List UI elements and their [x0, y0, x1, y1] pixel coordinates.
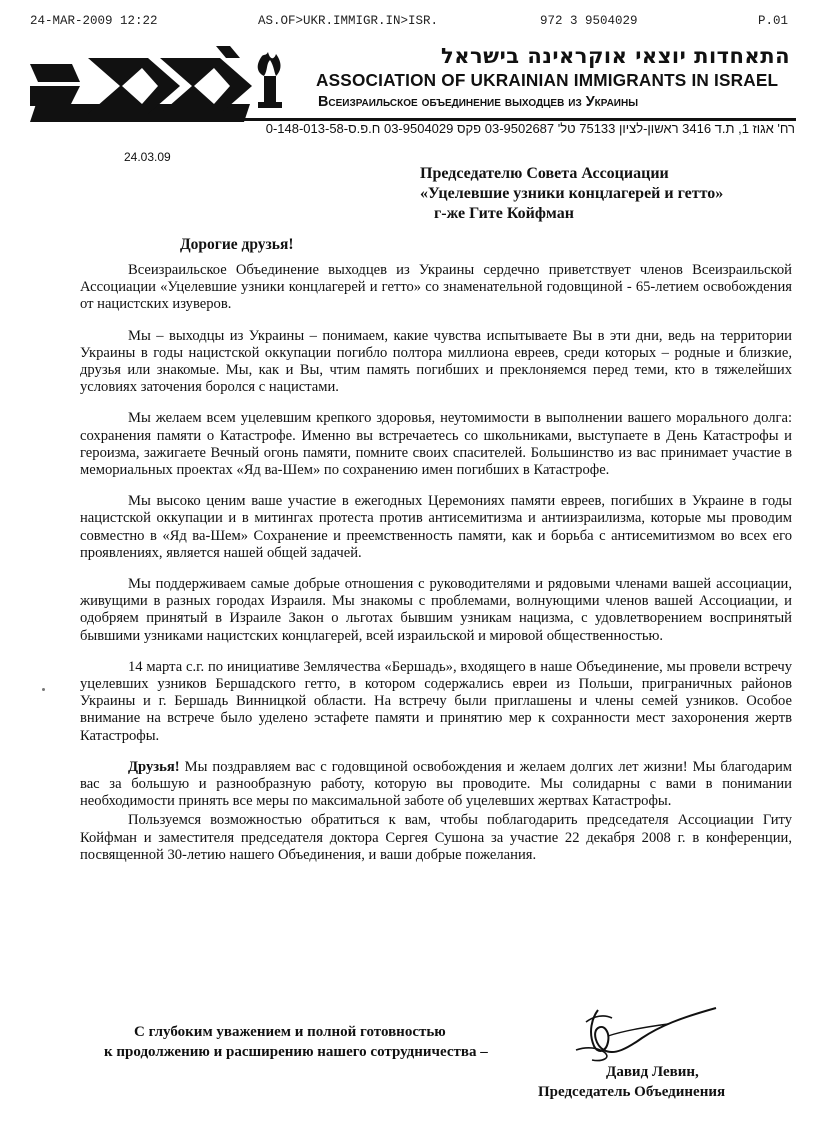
fax-page-number: P.01: [758, 14, 789, 28]
recipient-block: [420, 164, 800, 224]
closing-line: к продолжению и расширению нашего сотрудничества –: [104, 1044, 488, 1060]
body-paragraph: Мы желаем всем уцелевшим крепкого здоровья, неутомимости в выполнении вашего морального долга: сохранения памяти о Катастрофе. Именно вы встречаетесь со школьниками, выступаете в День Катастрофы и героизма, зажигаете Вечный огонь памяти, помните своих спасителей. Большинство из вас принимает участие в мемориальных проектах «Яд ва-Шем» по сохранению имен погибших в Катастрофе.: [80, 410, 792, 479]
recipient-line: «Уцелевшие узники концлагерей и гетто»: [420, 185, 724, 202]
fax-transmission-header: [0, 14, 823, 30]
body-paragraph: Всеизраильское Объединение выходцев из Украины сердечно приветствует членов Всеизраильской Ассоциации «Уцелевшие узники концлагерей и гетто» со знаменательной годовщиной - 65-летием освобождения от нацистских изуверов.: [80, 262, 792, 313]
org-address-line: רח' אגוז 1, ת.ד 3416 ראשון-לציון 75133 טל' 03-9502687 פקס 03-9504029 ח.פ.ס-0-148-013-58: [265, 121, 795, 136]
signer-block: [538, 1062, 778, 1102]
body-paragraph: Пользуемся возможностью обратиться к вам, чтобы поблагодарить председателя Ассоциации Гиту Койфман и заместителя председателя доктора Сергея Сушона за участие 22 декабря 2008 г. в конференции, посвященной 30-летию нашего Объединения, и ваши добрые пожелания.: [80, 812, 792, 863]
fax-phone: 972 3 9504029: [540, 14, 638, 28]
closing-block: [104, 1022, 564, 1062]
org-name-russian: Всеизраильское объединение выходцев из Украины: [318, 94, 639, 110]
association-logo-icon: [30, 42, 305, 124]
fax-route: AS.OF>UKR.IMMIGR.IN>ISR.: [258, 14, 439, 28]
body-paragraph: Мы высоко ценим ваше участие в ежегодных Церемониях памяти евреев, погибших в Украине в годы нацистской оккупации и в митингах протеста против антисемитизма и антиизраилизма, которые мы проводим совместно в «Яд ва-Шем» Сохранение и преемственность памяти, как и борьба с антисемитизмом во всех его проявлениях, является нашей общей задачей.: [80, 493, 792, 561]
salutation: Дорогие друзья!: [180, 236, 294, 253]
body-paragraph: [80, 759, 792, 811]
letter-body: [80, 262, 792, 878]
body-paragraph: Мы поддерживаем самые добрые отношения с руководителями и рядовыми членами вашей ассоциации, живущими в разных городах Израиля. Мы знакомы с проблемами, волнующими членов вашей Ассоциации, и одобряем принятый в Израиле Закон о льготах бывшим узникам нацизма, с удовлетворением воспринятый бывшими узниками нацистских концлагерей, всей израильской и мировой общественностью.: [80, 576, 792, 644]
paragraph-text: Мы поздравляем вас с годовщиной освобождения и желаем долгих лет жизни! Мы благодарим вас за большую и разнообразную работу, которую вы проводите. Мы солидарны с вами в понимании необходимости принять все меры по максимальной заботе об уцелевших жертвах Катастрофы.: [80, 758, 792, 810]
signer-title: Председатель Объединения: [538, 1084, 726, 1100]
closing-line: С глубоким уважением и полной готовностью: [134, 1024, 446, 1040]
scan-speck: [42, 688, 45, 691]
body-paragraph: Мы – выходцы из Украины – понимаем, какие чувства испытываете Вы в эти дни, ведь на территории Украины в годы нацистской оккупации погибло полтора миллиона евреев, среди которых – родные и близкие, друзья или знакомые. Мы, как и Вы, чтим память погибших и преклоняемся перед теми, кто в тяжелейших условиях заточения боролся с нацистами.: [80, 327, 792, 396]
body-paragraph: 14 марта с.г. по инициативе Землячества «Бершадь», входящего в наше Объединение, мы провели встречу уцелевших узников Бершадского гетто, в котором содержались евреи из Польши, приграничных районов Украины и г. Бершадь Винницкой области. На встречу были приглашены и члены семей узников. Особое внимание на встрече было уделено эстафете памяти и принятию мер к сохранности мест захоронения жертв Катастрофы.: [80, 658, 792, 744]
letter-date: 24.03.09: [124, 150, 171, 164]
paragraph-lead-word: Друзья!: [128, 758, 180, 775]
recipient-line: Председателю Совета Ассоциации: [420, 165, 669, 182]
recipient-line: г-же Гите Койфман: [434, 205, 574, 222]
handwritten-signature-icon: [568, 1002, 718, 1064]
signer-name: Давид Левин,: [606, 1064, 699, 1080]
org-name-english: ASSOCIATION OF UKRAINIAN IMMIGRANTS IN ISRAEL: [316, 70, 779, 90]
org-name-hebrew: התאחדות יוצאי אוקראינה בישראל: [441, 44, 790, 68]
fax-datetime: 24-MAR-2009 12:22: [30, 14, 158, 28]
